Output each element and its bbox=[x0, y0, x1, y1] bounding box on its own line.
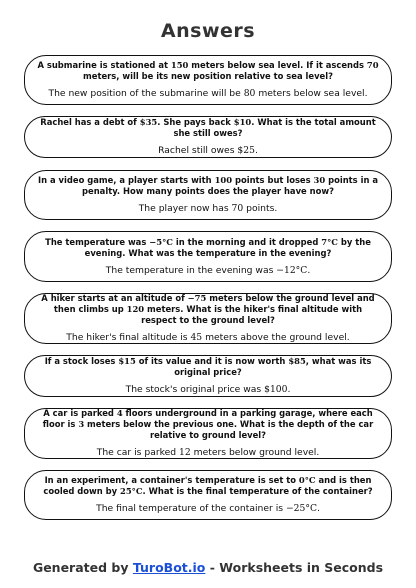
footer bbox=[0, 560, 416, 575]
question-text: Rachel has a debt of $35. She pays back $10. What is the total amount she still owes? bbox=[40, 117, 376, 138]
answer-card bbox=[24, 231, 392, 282]
answer-card bbox=[24, 293, 392, 344]
math-value: $35 bbox=[139, 117, 158, 127]
footer-suffix: - Worksheets in Seconds bbox=[205, 560, 384, 575]
turobot-link[interactable]: TuroBot.io bbox=[132, 560, 206, 575]
math-value: 7°C bbox=[321, 236, 338, 247]
math-value: 0°C bbox=[298, 475, 316, 485]
math-value: 150 bbox=[170, 60, 189, 70]
answer-text: Rachel still owes $25. bbox=[158, 145, 258, 156]
math-value: $15 bbox=[118, 356, 136, 366]
math-value: −5°C bbox=[149, 236, 173, 247]
page-title: Answers bbox=[160, 20, 256, 42]
question-text: A car is parked 4 floors underground in a parking garage, where each floor is 3 meters below the previous one. What is the depth of the car relative to ground level? bbox=[42, 408, 374, 440]
answer-text: The hiker's final altitude is 45 meters above the ground level. bbox=[66, 332, 350, 343]
math-value: 45 bbox=[190, 332, 203, 343]
question-text: A submarine is stationed at 150 meters below sea level. If it ascends 70 meters, will be its new position relative to sea level? bbox=[37, 60, 379, 81]
math-value: −12°C bbox=[276, 264, 308, 276]
question-text: In an experiment, a container's temperature is set to 0°C and is then cooled down by 25°C. What is the final temperature of the container? bbox=[43, 475, 373, 496]
answer-text: The car is parked 12 meters below ground level. bbox=[96, 447, 320, 458]
math-value: 3 bbox=[78, 419, 85, 429]
question-text: If a stock loses $15 of its value and it is now worth $85, what was its original price? bbox=[44, 356, 372, 377]
math-value: $10 bbox=[233, 117, 252, 127]
question-text: A hiker starts at an altitude of −75 meters below the ground level and then climbs up 120 meters. What is the hiker's final altitude with respect to the ground level? bbox=[41, 293, 375, 325]
answer-card bbox=[24, 170, 392, 220]
footer-prefix: Generated by bbox=[32, 560, 133, 575]
answer-text: The stock's original price was $100. bbox=[125, 384, 291, 395]
answer-card bbox=[24, 408, 392, 459]
math-value: 4 bbox=[116, 408, 123, 418]
math-value: −75 bbox=[187, 293, 207, 303]
answer-text: The temperature in the evening was −12°C. bbox=[105, 264, 311, 276]
math-value: 70 bbox=[366, 60, 379, 70]
math-value: $25 bbox=[237, 145, 255, 156]
question-text: The temperature was −5°C in the morning and it dropped 7°C by the evening. What was the temperature in the evening? bbox=[45, 236, 371, 258]
answer-card bbox=[24, 355, 392, 397]
math-value: 12 bbox=[179, 447, 191, 458]
answer-card bbox=[24, 55, 392, 105]
answer-card bbox=[24, 116, 392, 158]
math-value: 70 bbox=[231, 203, 244, 214]
answer-text: The player now has 70 points. bbox=[138, 203, 278, 214]
answer-text: The final temperature of the container is −25°C. bbox=[96, 503, 320, 514]
answer-card bbox=[24, 470, 392, 520]
answer-text: The new position of the submarine will be 80 meters below sea level. bbox=[48, 88, 368, 99]
question-text: In a video game, a player starts with 100 points but loses 30 points in a penalty. How many points does the player have now? bbox=[38, 175, 378, 196]
math-value: −25°C bbox=[285, 503, 317, 514]
math-value: 80 bbox=[243, 88, 256, 99]
math-value: 25°C bbox=[120, 486, 143, 496]
math-value: 120 bbox=[126, 304, 145, 314]
math-value: $100 bbox=[264, 384, 288, 395]
math-value: 30 bbox=[313, 175, 326, 185]
math-value: $85 bbox=[288, 356, 306, 366]
math-value: 100 bbox=[214, 175, 233, 185]
